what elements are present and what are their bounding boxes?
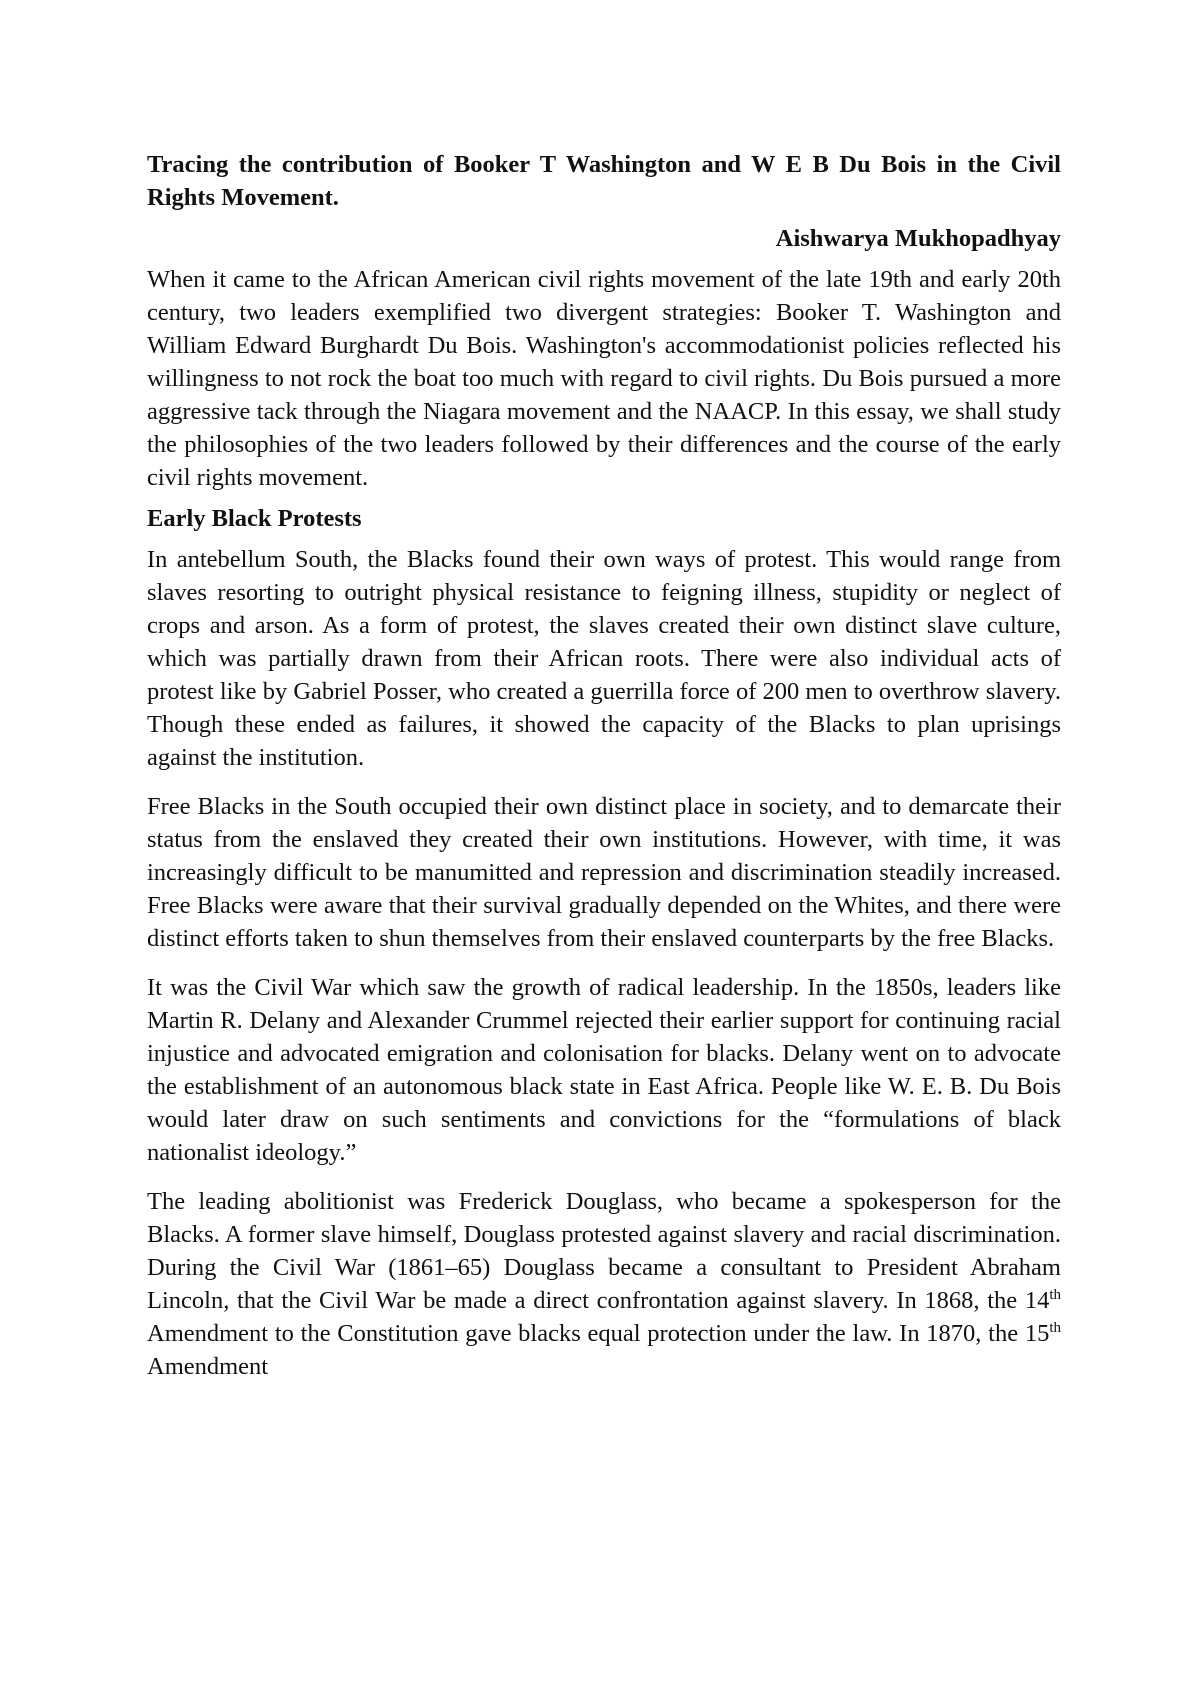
last-paragraph-text: Amendment (147, 1353, 269, 1380)
section-heading: Early Black Protests (147, 505, 362, 532)
author-name: Aishwarya Mukhopadhyay (775, 225, 1061, 252)
superscript-ordinal: th (1049, 1319, 1061, 1336)
body-paragraph: Free Blacks in the South occupied their own distinct place in society, and to demarcate their status from the enslaved they created their own institutions. However, with time, it was increasingly difficult to be manumitted and repression and discrimination steadily increased. Free Blacks were aware that their survival gradually depended on the Whites, and there were distinct efforts taken to shun themselves from their enslaved counterparts by the free Blacks. (147, 793, 1061, 952)
body-paragraph: In antebellum South, the Blacks found their own ways of protest. This would range from slaves resorting to outright physical resistance to feigning illness, stupidity or neglect of crops and arson. As a form of protest, the slaves created their own distinct slave culture, which was partially drawn from their African roots. There were also individual acts of protest like by Gabriel Posser, who created a guerrilla force of 200 men to overthrow slavery. Though these ended as failures, it showed the capacity of the Blacks to plan uprisings against the institution. (147, 546, 1061, 771)
last-paragraph-text: The leading abolitionist was Frederick Douglass, who became a spokesperson for the Blacks. A former slave himself, Douglass protested against slavery and racial discrimination. During the Civil War (1861–65) Douglass became a consultant to President Abraham Lincoln, that the Civil War be made a direct confrontation against slavery. In 1868, the 14 (147, 1188, 1061, 1314)
document-title: Tracing the contribution of Booker T Washington and W E B Du Bois in the Civil Rights Movement. (147, 151, 1061, 211)
body-paragraph: It was the Civil War which saw the growth of radical leadership. In the 1850s, leaders like Martin R. Delany and Alexander Crummel rejected their earlier support for continuing racial injustice and advocated emigration and colonisation for blacks. Delany went on to advocate the establishment of an autonomous black state in East Africa. People like W. E. B. Du Bois would later draw on such sentiments and convictions for the “formulations of black nationalist ideology.” (147, 974, 1061, 1166)
last-paragraph-text: Amendment to the Constitution gave blacks equal protection under the law. In 1870, the 15 (147, 1320, 1050, 1347)
document-page (147, 148, 1061, 1399)
intro-paragraph: When it came to the African American civil rights movement of the late 19th and early 20th century, two leaders exemplified two divergent strategies: Booker T. Washington and William Edward Burghardt Du Bois. Washington's accommodationist policies reflected his willingness to not rock the boat too much with regard to civil rights. Du Bois pursued a more aggressive tack through the Niagara movement and the NAACP. In this essay, we shall study the philosophies of the two leaders followed by their differences and the course of the early civil rights movement. (147, 266, 1061, 491)
superscript-ordinal: th (1049, 1286, 1061, 1303)
last-paragraph (147, 1185, 1061, 1383)
